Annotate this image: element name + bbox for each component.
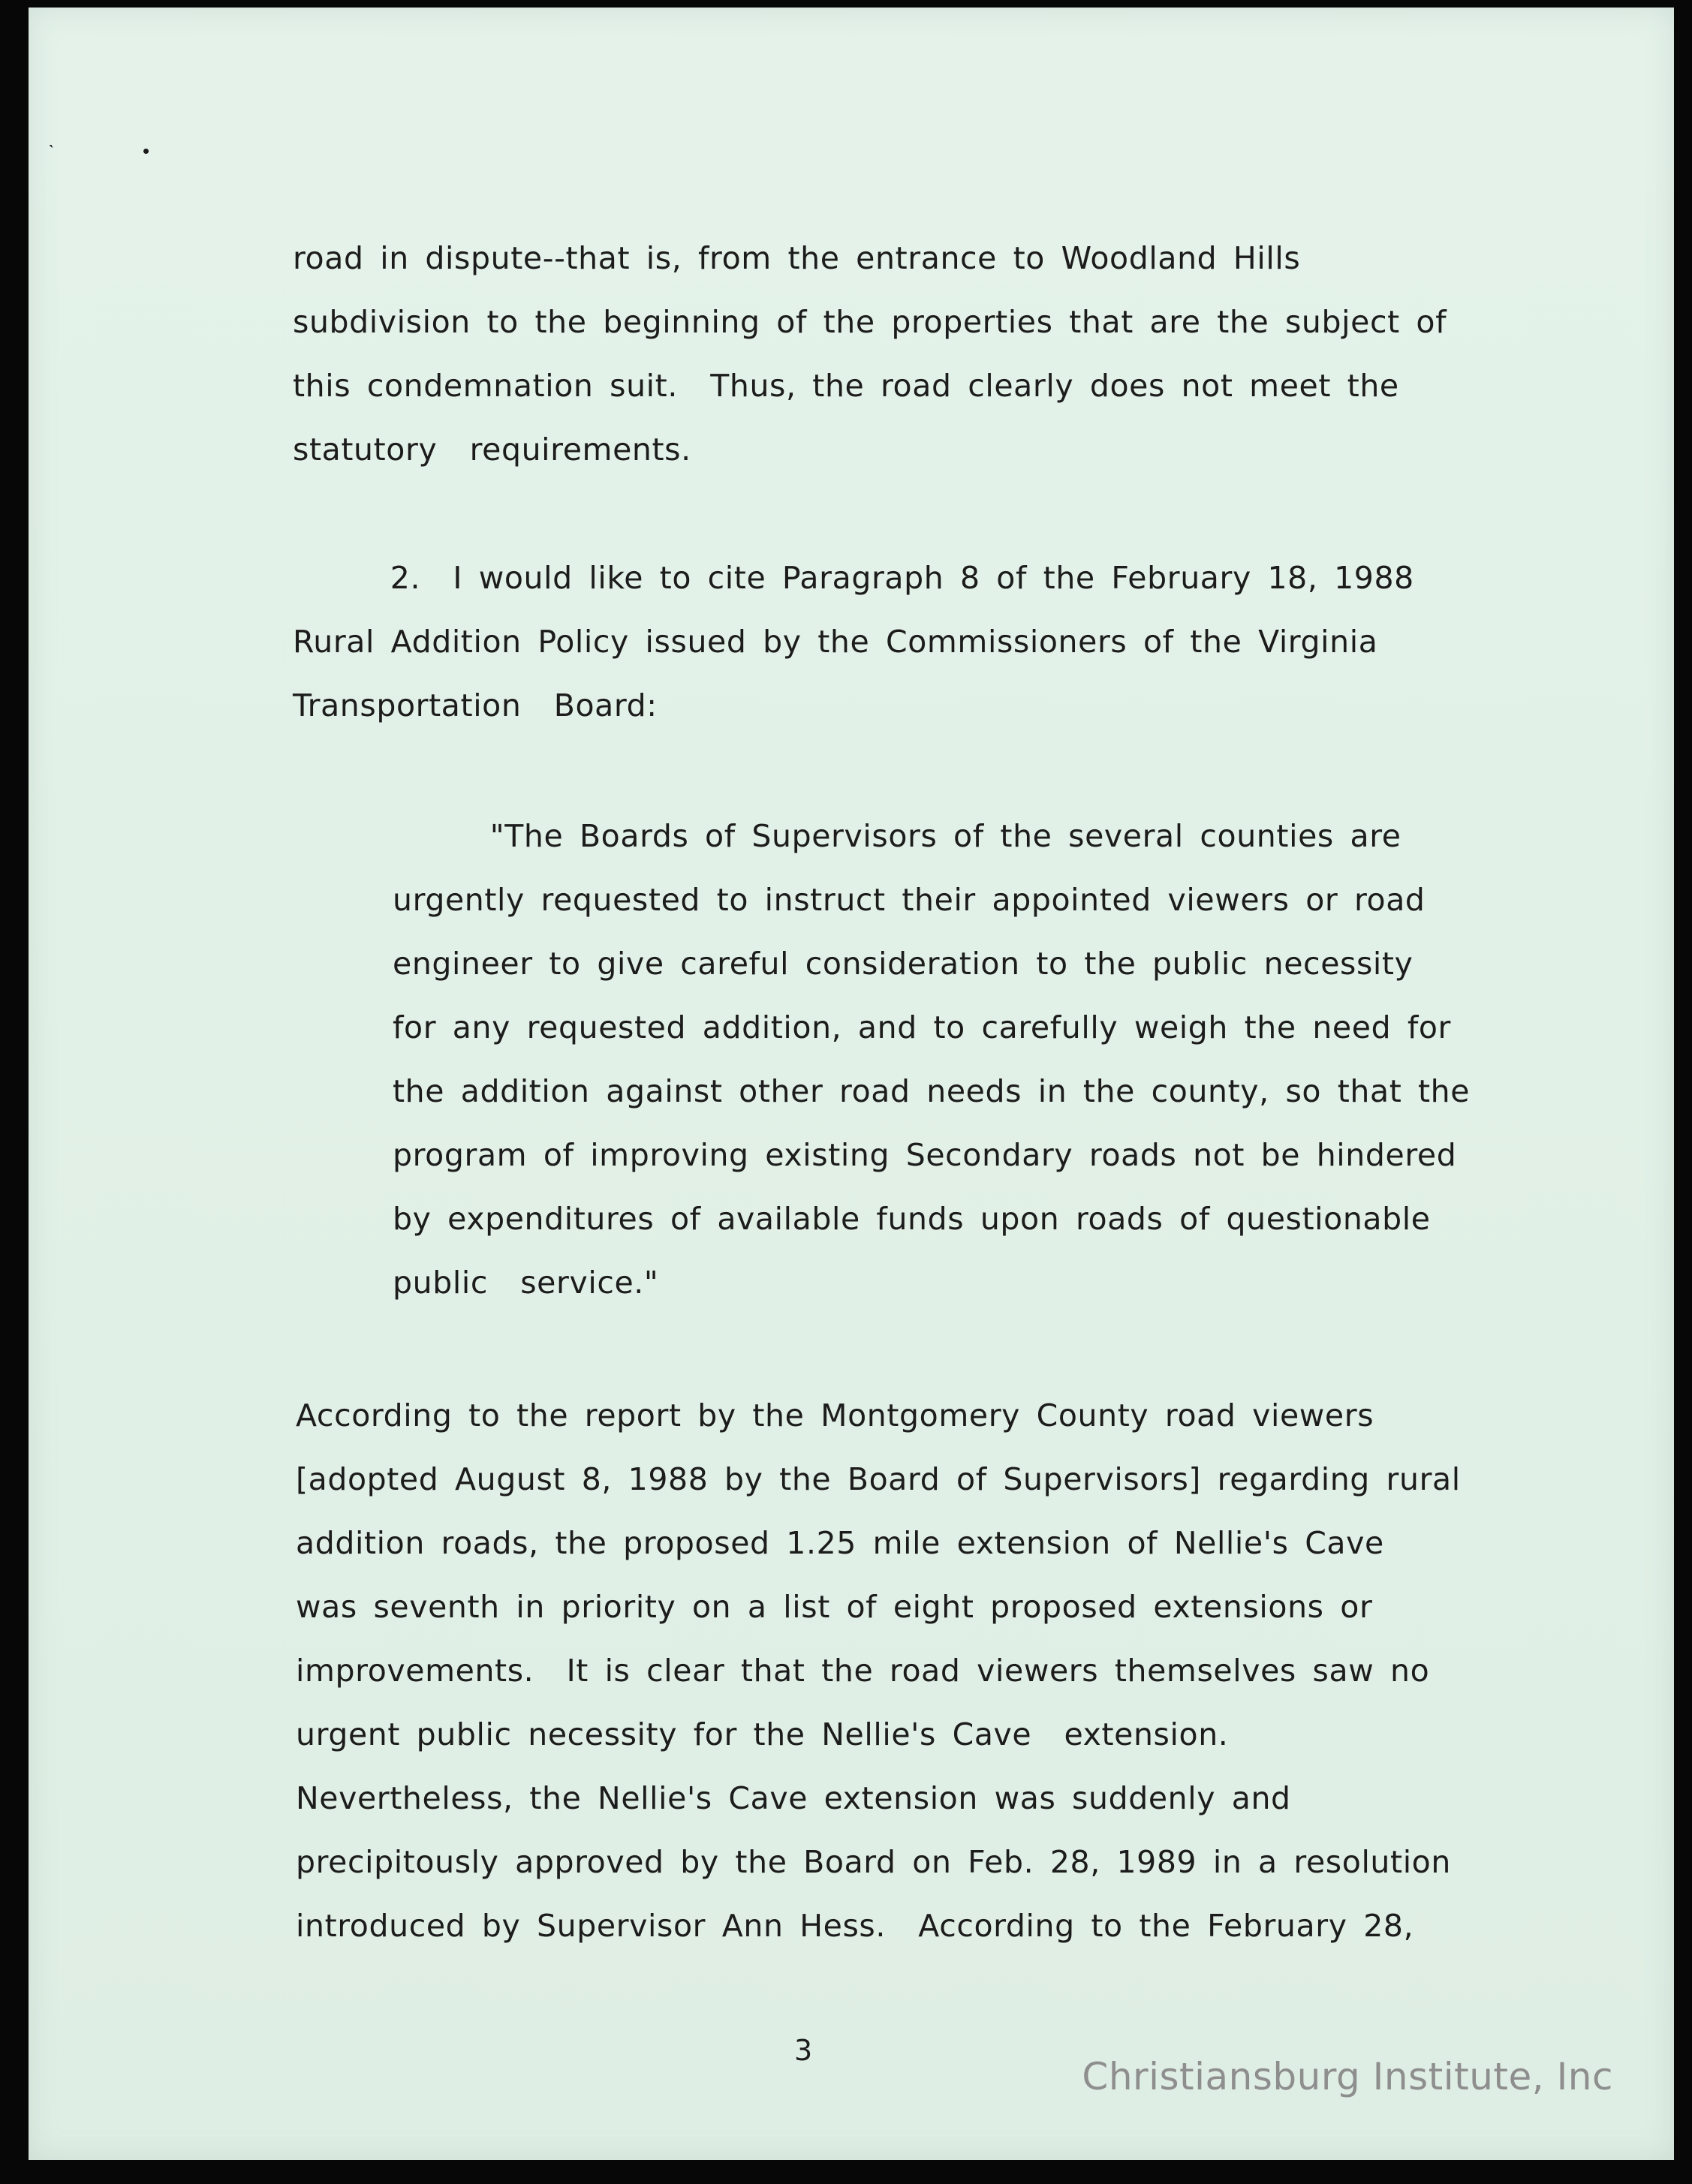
text-line: this condemnation suit. Thus, the road clearly does not meet the	[293, 368, 1399, 404]
text-line: addition roads, the proposed 1.25 mile extension of Nellie's Cave	[296, 1525, 1384, 1561]
text-line: precipitously approved by the Board on Feb. 28, 1989 in a resolution	[296, 1844, 1451, 1880]
text-line: According to the report by the Montgomery County road viewers	[296, 1397, 1374, 1433]
text-line: Nevertheless, the Nellie's Cave extension was suddenly and	[296, 1780, 1291, 1816]
text-line: "The Boards of Supervisors of the several counties are	[393, 818, 1401, 854]
text-line: Rural Addition Policy issued by the Commissioners of the Virginia	[293, 624, 1378, 660]
text-line: by expenditures of available funds upon roads of questionable	[393, 1201, 1431, 1237]
document-page	[29, 8, 1674, 2160]
text-line: was seventh in priority on a list of eight proposed extensions or	[296, 1589, 1373, 1625]
text-line: introduced by Supervisor Ann Hess. According to the February 28,	[296, 1908, 1414, 1944]
paragraph-cite-policy	[293, 546, 1414, 738]
text-line: for any requested addition, and to carefully weigh the need for	[393, 1009, 1452, 1045]
watermark: Christiansburg Institute, Inc	[1082, 2055, 1613, 2098]
text-line: improvements. It is clear that the road viewers themselves saw no	[296, 1653, 1430, 1689]
text-line: 2. I would like to cite Paragraph 8 of the February 18, 1988	[293, 560, 1414, 596]
text-line: subdivision to the beginning of the properties that are the subject of	[293, 304, 1447, 340]
text-line: the addition against other road needs in the county, so that the	[393, 1073, 1471, 1109]
text-line: Transportation Board:	[293, 687, 658, 723]
text-line: urgently requested to instruct their appointed viewers or road	[393, 882, 1426, 918]
punch-mark-right: •	[143, 140, 150, 162]
page-number: 3	[794, 2034, 813, 2067]
paragraph-road-viewers-report	[296, 1384, 1461, 1958]
text-line: program of improving existing Secondary roads not be hindered	[393, 1137, 1457, 1173]
text-line: statutory requirements.	[293, 432, 691, 468]
paragraph-road-dispute	[293, 227, 1447, 482]
text-line: urgent public necessity for the Nellie's Cave extension.	[296, 1716, 1229, 1752]
text-line: road in dispute--that is, from the entrance to Woodland Hills	[293, 240, 1301, 276]
text-line: engineer to give careful consideration to the public necessity	[393, 946, 1414, 982]
block-quotation	[393, 805, 1470, 1315]
text-line: [adopted August 8, 1988 by the Board of Supervisors] regarding rural	[296, 1461, 1461, 1497]
text-line: public service."	[393, 1265, 659, 1301]
punch-mark-left: ˋ	[48, 141, 55, 164]
